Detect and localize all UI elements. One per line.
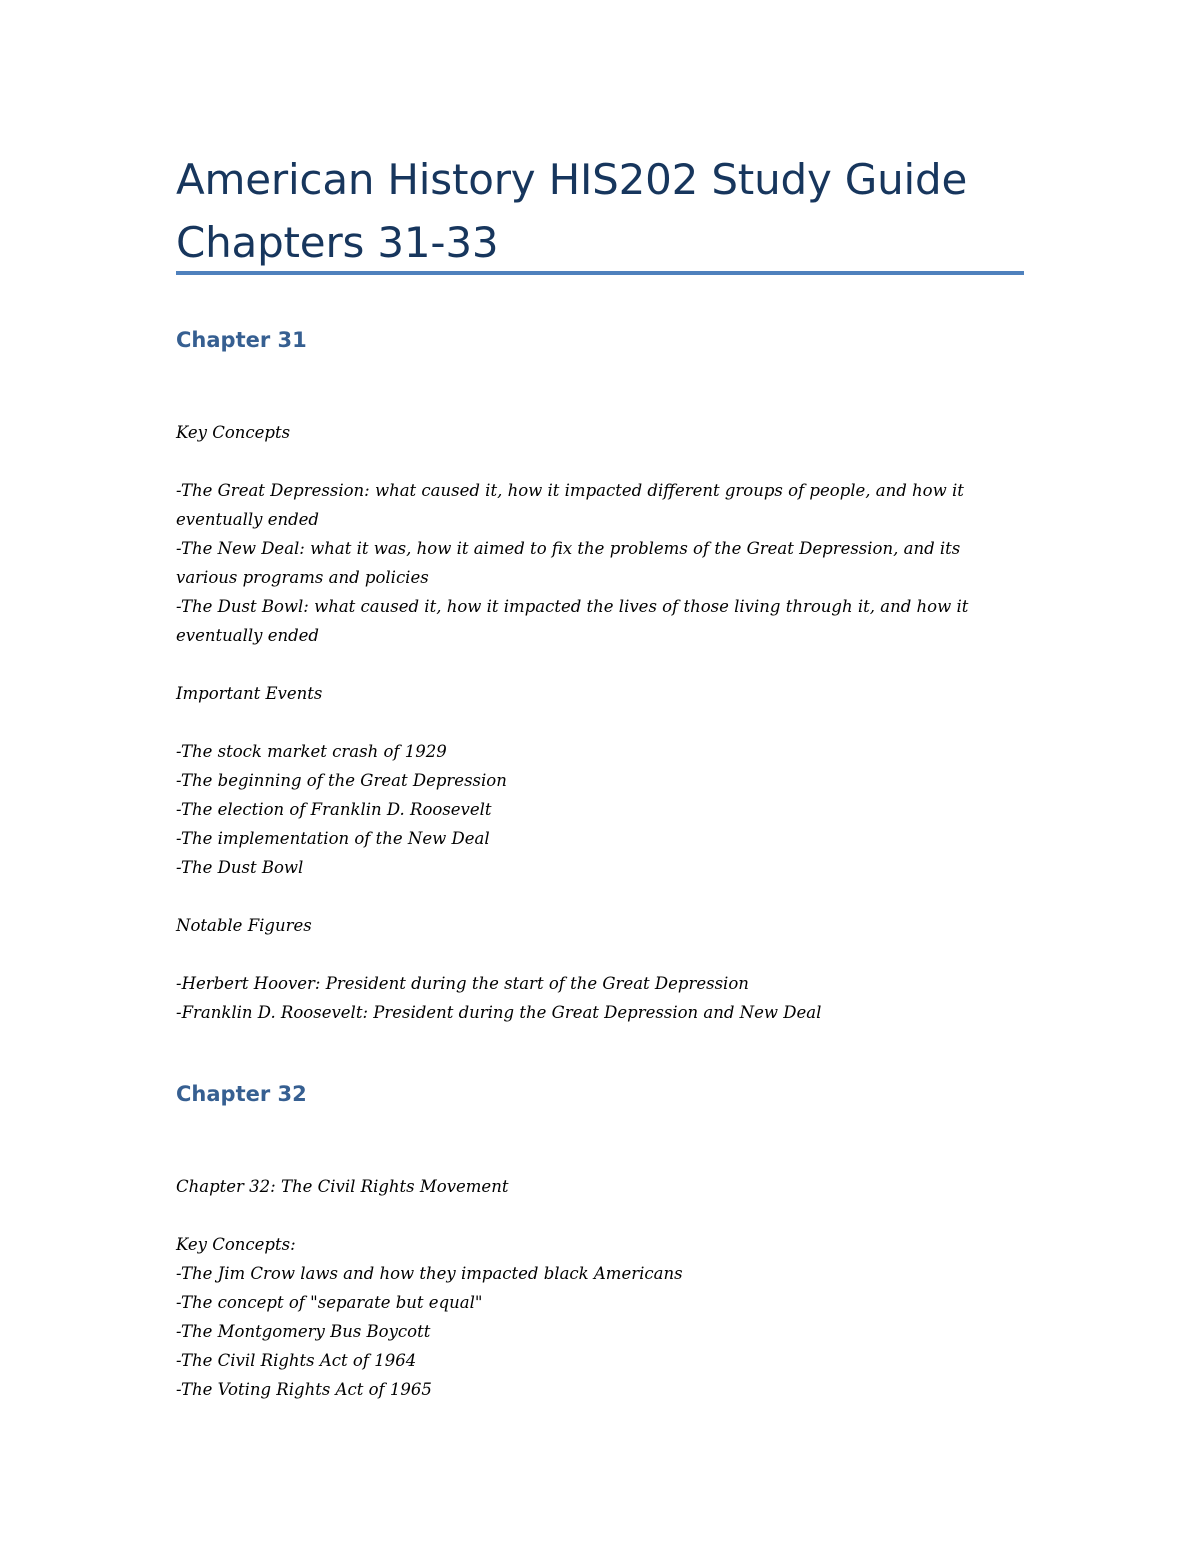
chapter-31-section bbox=[176, 418, 1024, 1027]
document-page bbox=[176, 0, 1024, 1553]
chapter-31-heading: Chapter 31 bbox=[176, 328, 307, 352]
key-concepts-label: Key Concepts: bbox=[176, 1235, 296, 1254]
key-concept-item: -The Dust Bowl: what caused it, how it impacted the lives of those living through it, and how it eventually ended bbox=[176, 597, 969, 645]
document-title bbox=[176, 148, 1024, 274]
key-concept-item: -The New Deal: what it was, how it aimed to fix the problems of the Great Depression, and its various programs and policies bbox=[176, 539, 961, 587]
notable-figure-item: -Herbert Hoover: President during the start of the Great Depression bbox=[176, 974, 749, 993]
important-event-item: -The stock market crash of 1929 bbox=[176, 742, 447, 761]
document-title-line-2: Chapters 31-33 bbox=[176, 218, 499, 267]
chapter-32-heading: Chapter 32 bbox=[176, 1082, 307, 1106]
title-underline bbox=[176, 271, 1024, 275]
key-concepts-label: Key Concepts bbox=[176, 423, 291, 442]
important-event-item: -The beginning of the Great Depression bbox=[176, 771, 507, 790]
important-events-label: Important Events bbox=[176, 684, 323, 703]
key-concept-item: -The Montgomery Bus Boycott bbox=[176, 1322, 431, 1341]
important-event-item: -The election of Franklin D. Roosevelt bbox=[176, 800, 492, 819]
key-concept-item: -The Great Depression: what caused it, how it impacted different groups of people, and how it eventually ended bbox=[176, 481, 964, 529]
key-concept-item: -The Voting Rights Act of 1965 bbox=[176, 1380, 432, 1399]
key-concept-item: -The concept of "separate but equal" bbox=[176, 1293, 483, 1312]
key-concept-item: -The Jim Crow laws and how they impacted black Americans bbox=[176, 1264, 683, 1283]
notable-figures-label: Notable Figures bbox=[176, 916, 312, 935]
chapter-32-subtitle: Chapter 32: The Civil Rights Movement bbox=[176, 1177, 509, 1196]
important-event-item: -The Dust Bowl bbox=[176, 858, 304, 877]
important-event-item: -The implementation of the New Deal bbox=[176, 829, 490, 848]
document-title-line-1: American History HIS202 Study Guide bbox=[176, 155, 968, 204]
chapter-32-section bbox=[176, 1172, 1024, 1404]
notable-figure-item: -Franklin D. Roosevelt: President during the Great Depression and New Deal bbox=[176, 1003, 822, 1022]
key-concept-item: -The Civil Rights Act of 1964 bbox=[176, 1351, 417, 1370]
